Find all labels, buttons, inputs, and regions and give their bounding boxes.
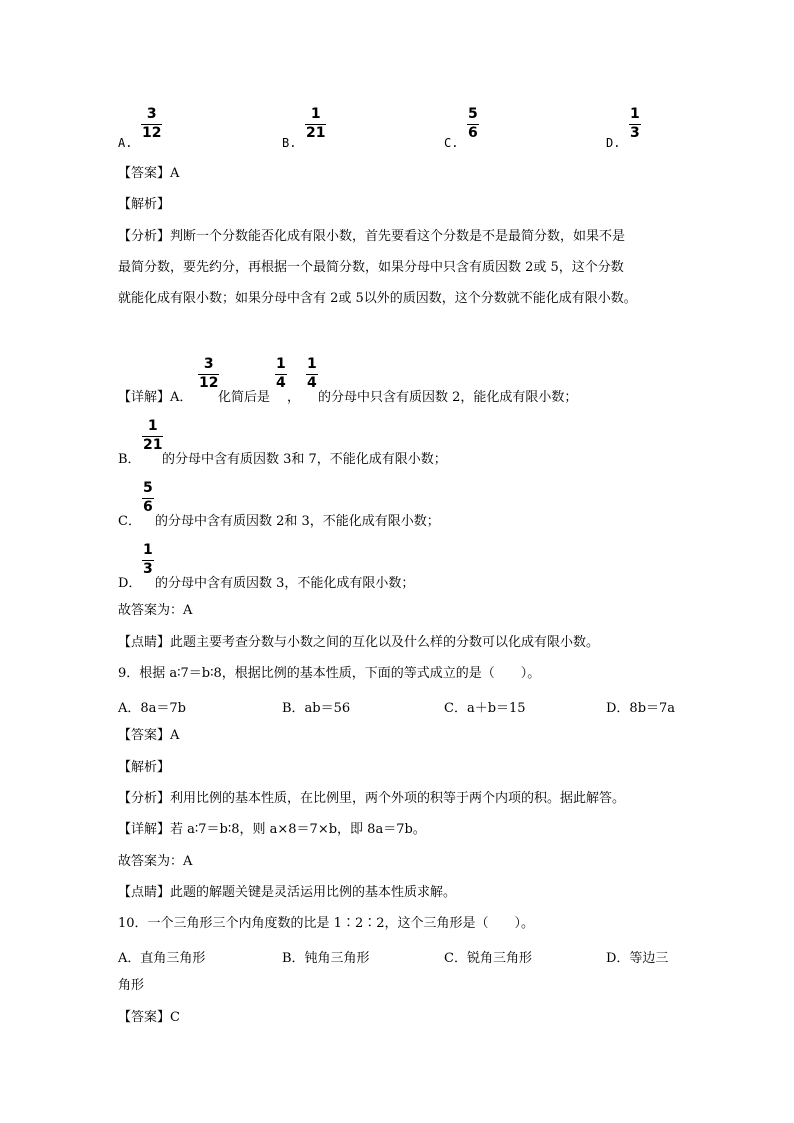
detail-d-denominator: 3 [143,561,153,577]
q9-option-b: B．ab＝56 [282,701,351,716]
q9-analysis-heading: 【解析】 [118,760,171,775]
option-b-denominator: 21 [306,125,326,141]
detail-a-mid-text: 化简后是 [218,390,271,405]
q8-fenxi-line-1: 【分析】判断一个分数能否化成有限小数，首先要看这个分数是不是最简分数，如果不是 [118,229,626,244]
q8-fenxi-line-3: 就能化成有限小数；如果分母中含有 2或 5以外的质因数，这个分数就不能化成有限小数。 [118,291,637,306]
option-d-label: D. [606,136,621,150]
q9-fenxi: 【分析】利用比例的基本性质，在比例里，两个外项的积等于两个内项的积。据此解答。 [118,791,626,806]
q9-option-a: A．8a＝7b [118,701,187,716]
detail-a-fraction-1-denominator: 12 [199,375,219,391]
detail-d-prefix: D． [118,576,142,591]
detail-b-numerator: 1 [147,418,158,434]
q8-fenxi-line-2: 最简分数，要先约分，再根据一个最简分数，如果分母中只含有质因数 2或 5，这个分数 [118,260,624,275]
q10-answer: 【答案】C [118,1010,180,1025]
option-c-label: C. [444,136,459,150]
detail-c-numerator: 5 [143,480,153,496]
q10-question: 10．一个三角形三个内角度数的比是 1∶2∶2，这个三角形是（ ）。 [118,916,534,931]
option-a-denominator: 12 [142,125,162,141]
option-d-numerator: 1 [630,106,640,122]
q9-option-c: C．a＋b＝15 [444,701,526,716]
option-d-fraction [629,107,641,141]
detail-a-fraction-3-numerator: 1 [307,356,317,372]
detail-a-tail: 的分母中只含有质因数 2，能化成有限小数； [318,390,578,405]
q10-option-d: D．等边三 [606,951,669,966]
detail-b-prefix: B． [118,452,141,467]
detail-a-prefix: 【详解】A． [118,390,193,405]
detail-c-denominator: 6 [143,499,153,515]
option-c-numerator: 5 [468,106,478,122]
option-b-numerator: 1 [310,106,321,122]
detail-c-prefix: C． [118,514,141,529]
q10-option-b: B．钝角三角形 [282,951,370,966]
detail-b-denominator: 21 [143,437,163,453]
q8-analysis-heading: 【解析】 [118,197,171,212]
q9-conclusion: 故答案为：A [118,854,193,869]
detail-d-numerator: 1 [143,542,153,558]
q8-conclusion: 故答案为：A [118,603,193,618]
q9-option-d: D．8b＝7a [606,701,676,716]
detail-a-fraction-3 [306,357,318,391]
option-a-label: A. [118,136,133,150]
detail-a-fraction-1 [198,357,219,391]
option-b-label: B. [282,136,297,150]
q8-dianjing: 【点睛】此题主要考查分数与小数之间的互化以及什么样的分数可以化成有限小数。 [118,635,600,650]
option-c-denominator: 6 [468,125,478,141]
option-b-fraction [305,107,326,141]
option-a-numerator: 3 [146,106,157,122]
q8-answer: 【答案】A [118,166,180,181]
detail-c-fraction [142,481,154,515]
q10-option-c: C．锐角三角形 [444,951,532,966]
detail-a-fraction-2 [275,357,287,391]
option-a-fraction [141,107,162,141]
q9-answer: 【答案】A [118,728,180,743]
detail-d-tail: 的分母中含有质因数 3，不能化成有限小数； [155,576,415,591]
detail-a-fraction-2-numerator: 1 [276,356,286,372]
q9-detail: 【详解】若 a∶7＝b∶8，则 a×8＝7×b，即 8a＝7b。 [118,822,426,837]
detail-a-comma: ， [287,390,301,405]
detail-a-fraction-1-numerator: 3 [203,356,214,372]
detail-a-fraction-3-denominator: 4 [307,375,317,391]
q10-option-d-wrap: 角形 [118,978,145,993]
q9-dianjing: 【点睛】此题的解题关键是灵活运用比例的基本性质求解。 [118,885,457,900]
q10-option-a: A．直角三角形 [118,951,206,966]
detail-b-fraction [142,419,163,453]
option-d-denominator: 3 [630,125,640,141]
detail-c-tail: 的分母中含有质因数 2和 3，不能化成有限小数； [155,514,440,529]
option-c-fraction [467,107,479,141]
detail-d-fraction [142,543,154,577]
detail-b-tail: 的分母中含有质因数 3和 7，不能化成有限小数； [162,452,447,467]
q9-question: 9．根据 a∶7＝b∶8，根据比例的基本性质，下面的等式成立的是（ ）。 [118,666,541,681]
detail-a-fraction-2-denominator: 4 [276,375,286,391]
